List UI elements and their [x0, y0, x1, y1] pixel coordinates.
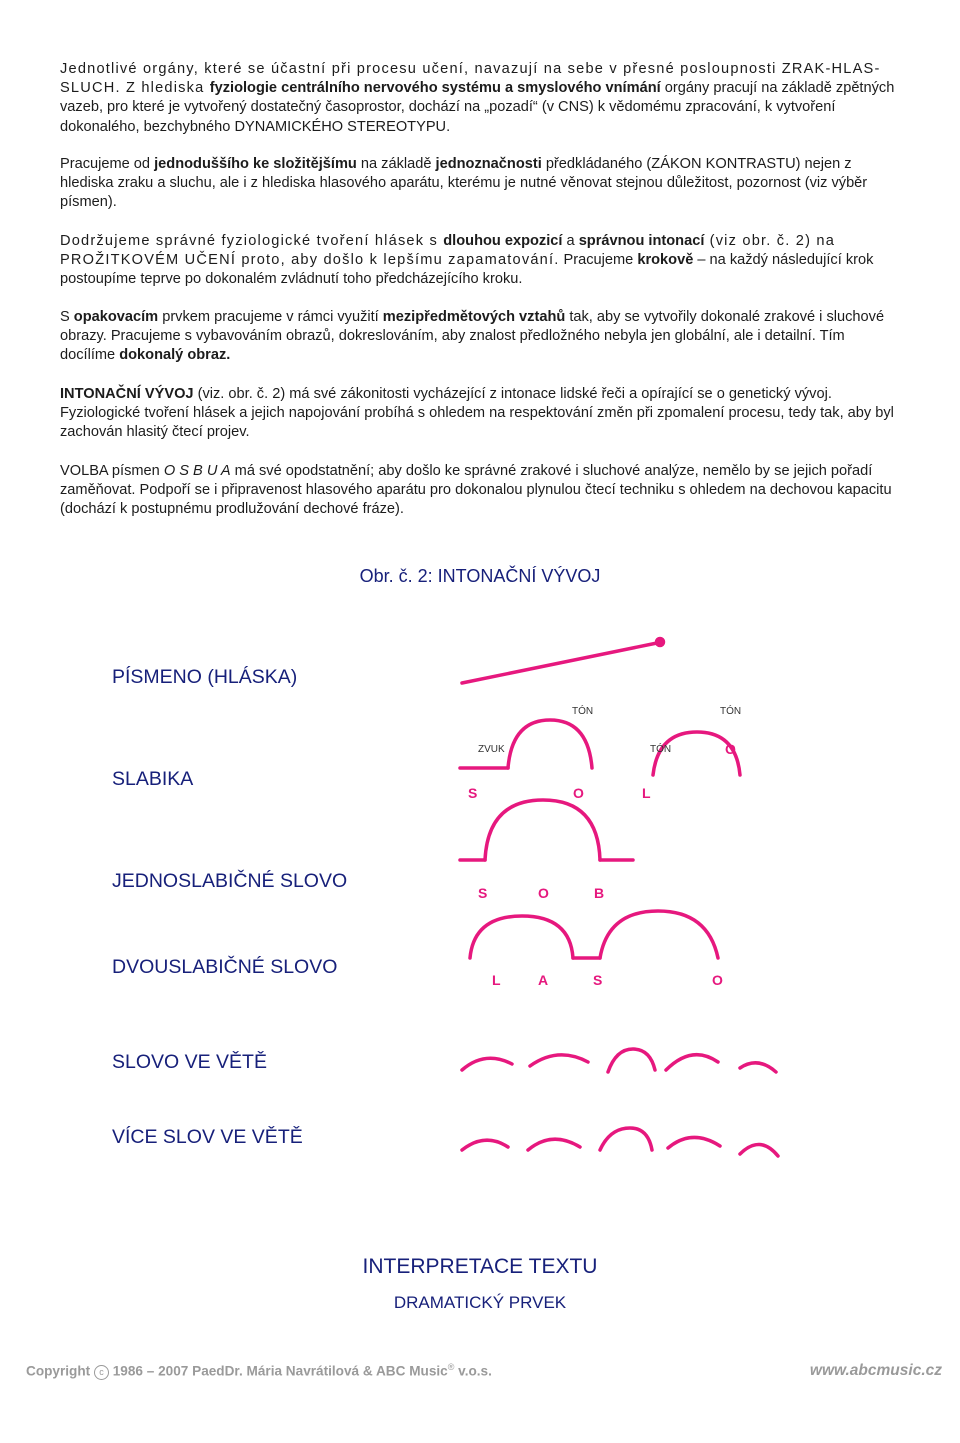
p2-bold-simple: jednoduššího ke složitějšímu — [154, 156, 357, 172]
paragraph-repetition — [60, 308, 902, 366]
curve-sentence-5 — [740, 1063, 776, 1072]
letter-l-2: L — [492, 972, 501, 988]
p1-bold-physiology: fyziologie centrálního nervového systému a smyslového vnímání — [209, 80, 661, 97]
annot-zvuk: ZVUK — [478, 744, 505, 755]
row-label-letter: PÍSMENO (HLÁSKA) — [112, 666, 298, 688]
curve-two-arc2 — [600, 911, 718, 958]
p6-text-c: má své opodstatnění; aby došlo ke správné zrakové i sluchové analýze, nemělo by se jejich pořadí zaměňovat. Podpoří se i připravenost hlasového aparátu pro dokonalou plynulou čtecí techniku s ohledem na dechovou kapacitu (dochází k postupnému prodlužování dechové fráze). — [60, 463, 892, 518]
curve-letter-rising — [462, 643, 657, 683]
paragraph-physiology — [60, 60, 902, 137]
p2-text-e: předkládaného (ZÁKON KONTRASTU) nejen z hlediska zraku a sluchu, ale i z hlediska hlasového aparátu, kterému je nutné věnovat stejnou důležitost, pozornost (viz výběr písmen). — [60, 156, 868, 211]
p2-text-a: Pracujeme od — [60, 156, 155, 172]
paragraph-exposure — [60, 232, 902, 290]
p3-text-e: (viz obr. č. 2) na PROŽITKOVÉM UČENÍ proto, aby došlo k lepšímu zapamatování. — [60, 233, 836, 269]
paragraph-simple-to-complex — [60, 155, 902, 213]
curve-more-2 — [528, 1139, 580, 1150]
curve-letter-end-dot — [657, 639, 664, 646]
p4-text-c: prvkem pracujeme v rámci využití — [158, 309, 383, 325]
curve-more-4 — [668, 1137, 720, 1148]
annot-ton-2: TÓN — [720, 706, 742, 717]
letter-o-2: O — [725, 741, 736, 757]
p5-text-b: (viz. obr. č. 2) má své zákonitosti vycházející z intonace lidské řeči a opírající se o genetický vývoj. Fyziologické tvoření hlásek a jejich napojování probíhá s ohledem na respektování změn při zpomalení procesu, tedy tak, aby byl zachován hlasitý čtecí projev. — [60, 386, 894, 441]
p4-bold-image: dokonalý obraz. — [119, 347, 231, 364]
p5-bold-intonation-title: INTONAČNÍ VÝVOJ — [60, 386, 194, 402]
curve-word-arc — [485, 800, 600, 860]
footer — [26, 1362, 942, 1380]
curve-sentence-1 — [462, 1058, 512, 1070]
curve-more-3 — [600, 1128, 652, 1150]
letter-s-2: S — [478, 885, 488, 901]
row-label-more-words: VÍCE SLOV VE VĚTĚ — [112, 1126, 303, 1148]
letter-s-3: S — [593, 972, 603, 988]
p1-text-c: orgány pracují na základě zpětných vazeb, pro které je vytvořený dostatečný časoprostor, dochází na „pozadí“ (v CNS) k vědomému zpracování, k vytvoření dokonalého, bezchybného DYNAMICKÉHO STEREOTYPU. — [60, 80, 895, 135]
curve-more-5 — [740, 1144, 778, 1156]
interpretation-subtitle: DRAMATICKÝ PRVEK — [393, 1293, 567, 1312]
p4-bold-relations: mezipředmětových vztahů — [382, 309, 566, 325]
p3-text-a: Dodržujeme správné fyziologické tvoření hlásek s — [60, 233, 444, 249]
letter-o-4: O — [712, 972, 723, 988]
letter-o-3: O — [538, 885, 549, 901]
footer-years-author: 1986 – 2007 PaedDr. Mária Navrátilová & ABC Music — [112, 1363, 448, 1379]
letter-l-1: L — [642, 785, 651, 801]
footer-copyright-word: Copyright — [26, 1363, 91, 1379]
letter-o-1: O — [573, 785, 584, 801]
p3-text-h: – na každý následující krok postoupíme teprve po dokonalém zvládnutí toho předcházejícího kroku. — [60, 252, 874, 288]
curve-syllable-arc — [508, 720, 592, 768]
annot-ton-3: TÓN — [650, 744, 672, 755]
footer-company-suffix: v.o.s. — [454, 1363, 492, 1379]
p2-bold-clarity: jednoznačnosti — [435, 156, 542, 172]
row-label-two-syllable-word: DVOUSLABIČNÉ SLOVO — [112, 956, 338, 978]
p2-text-c: na základě — [356, 156, 436, 172]
p3-text-f: Pracujeme — [559, 252, 638, 269]
copyright-icon: c — [94, 1365, 109, 1380]
letter-s-1: S — [468, 785, 478, 801]
p1-text-a: Jednotlivé orgány, které se účastní při procesu učení, navazují na sebe v přesné posloupnosti ZRAK-HLAS-SLUCH. Z hlediska — [60, 61, 881, 97]
p4-bold-repetition: opakovacím — [73, 309, 159, 325]
p3-text-c: a — [562, 233, 579, 249]
row-label-one-syllable-word: JEDNOSLABIČNÉ SLOVO — [112, 870, 348, 892]
p3-bold-intonation: správnou intonací — [578, 233, 705, 249]
p4-text-a: S — [60, 309, 74, 325]
curve-sentence-4 — [666, 1055, 718, 1070]
curve-two-arc1 — [470, 916, 573, 958]
letter-a-1: A — [538, 972, 549, 988]
row-label-word-in-sentence: SLOVO VE VĚTĚ — [112, 1051, 267, 1073]
paragraph-intonation — [60, 385, 902, 443]
p3-bold-exposure: dlouhou expozicí — [443, 233, 563, 249]
annot-ton-1: TÓN — [572, 706, 594, 717]
curve-sentence-3 — [608, 1049, 655, 1072]
registered-icon: ® — [447, 1362, 455, 1372]
footer-website-link[interactable]: www.abcmusic.cz — [809, 1362, 942, 1379]
p3-bold-stepwise: krokově — [637, 252, 694, 269]
curve-more-1 — [462, 1140, 508, 1150]
p4-text-e: tak, aby se vytvořily dokonalé zrakové i sluchové obrazy. Pracujeme s vybavováním obrazů, dokreslováním, aby znalost předložného nebyla jen globální, ale i detailní. Tím docílíme — [60, 309, 885, 364]
curve-sentence-2 — [530, 1055, 588, 1066]
intonation-diagram — [440, 620, 800, 1180]
letter-b-1: B — [594, 885, 605, 901]
figure-title: Obr. č. 2: INTONAČNÍ VÝVOJ — [359, 566, 601, 586]
row-label-syllable: SLABIKA — [112, 768, 194, 790]
paragraph-letter-choice — [60, 462, 902, 520]
interpretation-title: INTERPRETACE TEXTU — [362, 1255, 598, 1278]
p6-text-a: VOLBA písmen — [60, 463, 164, 479]
p6-italic-letters: O S B U A — [163, 463, 231, 479]
